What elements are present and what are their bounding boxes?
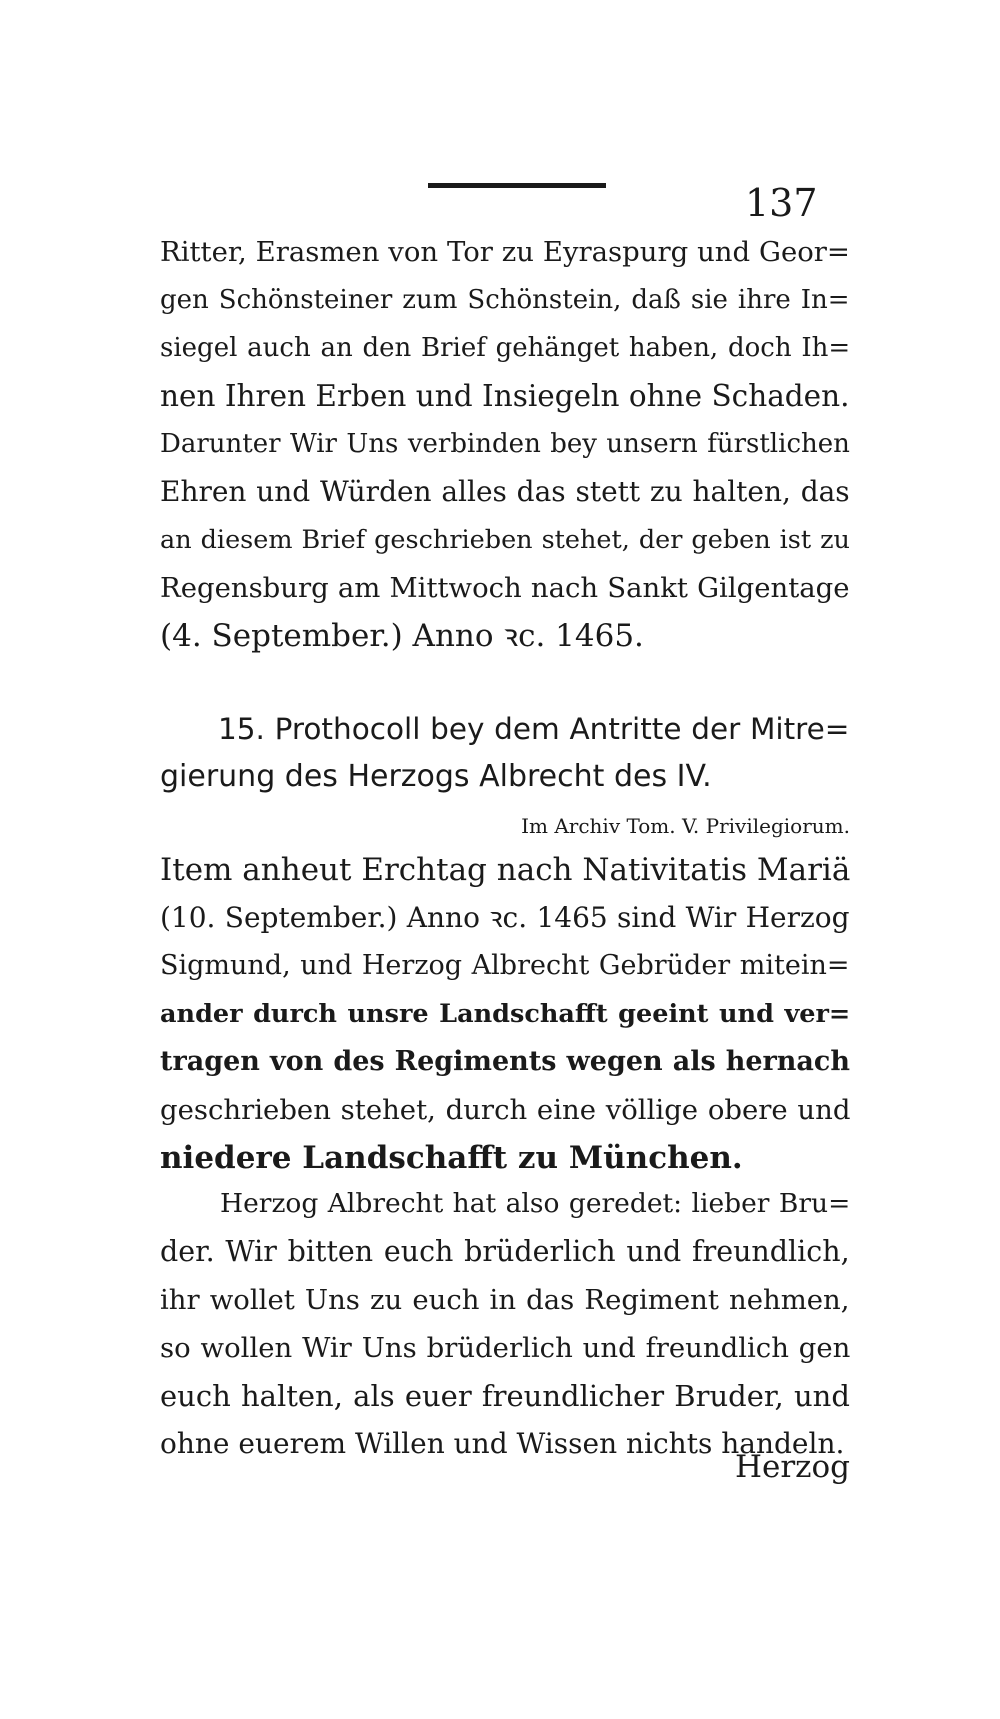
text-line: ihr wollet Uns zu euch in das Regiment nehmen, [160, 1284, 850, 1316]
paragraph-2 [160, 846, 850, 1182]
text-line: (4. September.) Anno ꝛc. 1465. [160, 618, 644, 654]
text-line: so wollen Wir Uns brüderlich und freundlich gen [160, 1332, 851, 1364]
text-line: Item anheut Erchtag nach Nativitatis Mariä [160, 852, 851, 888]
text-line: gen Schönsteiner zum Schönstein, daß sie ihre In= [160, 285, 850, 315]
text-line: nen Ihren Erben und Insiegeln ohne Schaden. [160, 379, 850, 413]
text-line: Darunter Wir Uns verbinden bey unsern fürstlichen [160, 429, 850, 459]
text-line: euch halten, als euer freundlicher Bruder, und [160, 1379, 850, 1413]
catchword: Herzog [734, 1449, 850, 1485]
section-heading [160, 705, 850, 801]
text-line: Ritter, Erasmen von Tor zu Eyraspurg und Geor= [160, 236, 850, 268]
text-line: Herzog Albrecht hat also geredet: lieber Bru= [220, 1188, 851, 1219]
text-line: niedere Landschafft zu München. [160, 1140, 743, 1176]
heading-line: 15. Prothocoll bey dem Antritte der Mitre= [218, 712, 850, 746]
source-citation: Im Archiv Tom. V. Privilegiorum. [521, 814, 850, 838]
text-line: der. Wir bitten euch brüderlich und freundlich, [160, 1235, 850, 1268]
text-line: Ehren und Würden alles das stett zu halten, das [160, 475, 850, 508]
heading-line: gierung des Herzogs Albrecht des IV. [160, 759, 712, 794]
text-line: an diesem Brief geschrieben stehet, der geben ist zu [160, 525, 850, 555]
text-line: geschrieben stehet, durch eine völlige obere und [160, 1094, 851, 1126]
header-rule [428, 183, 606, 188]
text-line: ohne euerem Willen und Wissen nichts handeln. [160, 1427, 845, 1460]
paragraph-3 [160, 1180, 850, 1468]
page-number: 137 [745, 181, 818, 225]
text-line: ander durch unsre Landschafft geeint und ver= [160, 999, 851, 1029]
text-line: siegel auch an den Brief gehänget haben, doch Ih= [160, 333, 851, 363]
text-line: (10. September.) Anno ꝛc. 1465 sind Wir Herzog [160, 901, 850, 934]
text-line: Regensburg am Mittwoch nach Sankt Gilgentage [160, 572, 850, 604]
text-line: tragen von des Regiments wegen als hernach [160, 1046, 850, 1077]
text-line: Sigmund, und Herzog Albrecht Gebrüder mitein= [160, 950, 850, 981]
paragraph-1 [160, 228, 850, 660]
